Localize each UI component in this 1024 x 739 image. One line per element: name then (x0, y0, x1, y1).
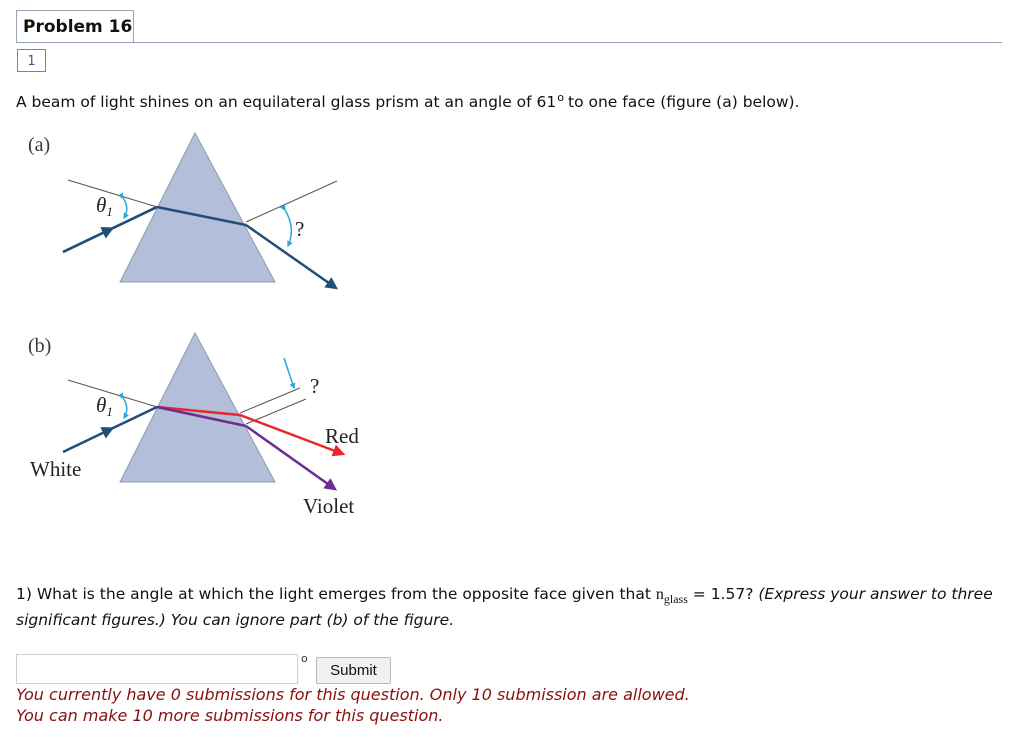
emergent-angle-arrow-a (285, 210, 291, 246)
red-label: Red (325, 424, 359, 448)
question-value: = 1.57? (687, 585, 759, 603)
violet-label: Violet (303, 494, 355, 518)
prism-b (120, 333, 275, 482)
submit-button[interactable]: Submit (316, 657, 391, 684)
question-mark-b: ? (310, 374, 320, 398)
theta-label-a: θ1 (96, 193, 113, 219)
n-glass-symbol (655, 586, 688, 606)
theta-arrow-b (123, 398, 127, 418)
glass-subscript: glass (663, 592, 688, 606)
question-number-badge[interactable]: 1 (17, 49, 46, 72)
remaining-submissions-status: You can make 10 more submissions for this question. (16, 706, 444, 725)
normal-line-a (68, 180, 157, 207)
question-instruction: (Express your answer to three significant figures.) You can ignore part (b) of the figure. (16, 585, 993, 629)
question-prefix: 1) What is the angle at which the light emerges from the opposite face given that (16, 585, 656, 603)
intro-text-after: to one face (figure (a) below). (568, 93, 800, 111)
degree-symbol: o (557, 91, 565, 104)
figure-b-label: (b) (28, 335, 52, 357)
emergent-angle-arrow-b (284, 358, 294, 388)
prism-figure (0, 0, 400, 540)
figure-a-label: (a) (28, 134, 51, 156)
submissions-status: You currently have 0 submissions for this question. Only 10 submission are allowed. (16, 685, 690, 704)
n-symbol: n (655, 586, 664, 603)
answer-input[interactable] (16, 654, 298, 684)
theta-label-b: θ1 (96, 393, 113, 419)
normal-line-b (68, 380, 157, 407)
exit-normal-a (246, 181, 337, 222)
prism-a (120, 133, 275, 282)
degree-unit: o (301, 652, 308, 665)
exit-normal-b-1 (240, 388, 300, 413)
problem-tab: Problem 16 (16, 10, 134, 42)
question-text (16, 582, 1006, 633)
theta-arrow-a (123, 198, 127, 218)
question-mark-a: ? (295, 217, 305, 241)
intro-text-before: A beam of light shines on an equilateral glass prism at an angle of 61 (16, 93, 557, 111)
white-light-label: White (30, 457, 82, 481)
